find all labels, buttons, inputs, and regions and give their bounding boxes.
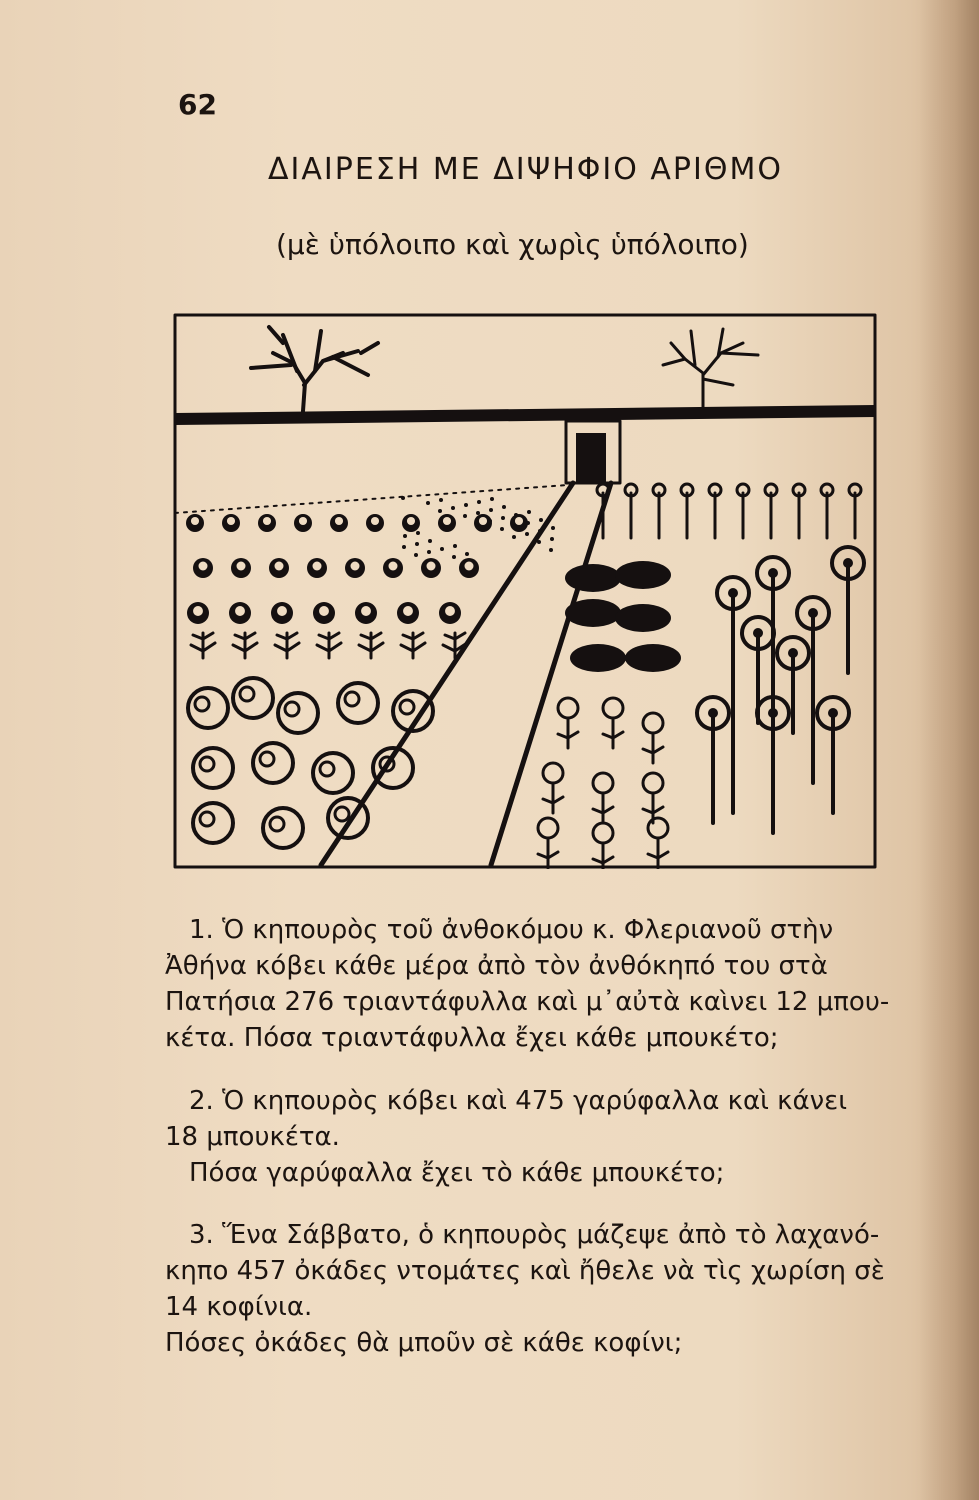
soil-dot [428,539,432,543]
soil-dot [426,501,430,505]
bush-highlight [479,517,487,525]
soil-dot [439,498,443,502]
sunflower-center [808,608,818,618]
problem-3-line: 14 κοφίνια. [165,1292,313,1322]
small-flower-head [643,773,663,793]
small-flower-stem [558,718,578,748]
page-title: ΔΙΑΙΡΕΣΗ ΜΕ ΔΙΨΗΦΙΟ ΑΡΙΘΜΟ [268,152,783,187]
soil-dot [464,503,468,507]
sunflower-center [728,588,738,598]
garden-illustration [173,313,877,869]
field-edge [175,485,568,513]
soil-dot [463,514,467,518]
sprout [233,633,257,658]
small-flower-stem [593,843,613,869]
shrub-detail [200,812,214,826]
page-number: 62 [178,88,217,121]
problem-3-line: κηπο 457 ὀκάδες ντομάτες καὶ ἤθελε νὰ τὶς χωρίση σὲ [165,1256,885,1286]
small-flower-head [593,823,613,843]
problem-2-line: 18 μπουκέτα. [165,1122,340,1152]
soil-dot [404,523,408,527]
flower-clump [615,604,671,632]
problem-3 [165,1217,905,1361]
flower-clump [570,644,626,672]
sprout [275,633,299,658]
soil-dot [401,496,405,500]
problem-1-line: κέτα. Πόσα τριαντάφυλλα ἔχει κάθε μπουκέτο; [165,1023,779,1053]
soil-dot [440,547,444,551]
garden-wall [175,405,875,425]
soil-dot [415,542,419,546]
sprout [317,633,341,658]
bush-highlight [515,517,523,525]
bush-highlight [199,562,208,571]
problem-1-line: Ἀθήνα κόβει κάθε μέρα ἀπὸ τὸν ἀνθόκηπό του στὰ [165,951,828,981]
sunflower-center [708,708,718,718]
soil-dot [452,555,456,559]
soil-dot [477,500,481,504]
gate-door [576,433,606,483]
flower-clump [565,599,621,627]
small-flower-head [603,698,623,718]
sprout [359,633,383,658]
soil-dot [403,534,407,538]
problem-1-line: Πατήσια 276 τριαντάφυλλα καὶ μ᾽αὐτὰ καὶνει 12 μπου- [165,987,890,1017]
bush-highlight [361,606,371,616]
small-flower-stem [538,838,558,868]
bush-highlight [351,562,360,571]
tree-left [251,327,378,411]
small-flower-stem [648,838,668,868]
small-flower-head [643,713,663,733]
bush-highlight [403,606,413,616]
path-edge-left [321,483,573,865]
shrub-detail [320,762,334,776]
problem-3-line: Πόσες ὀκάδες θὰ μποῦν σὲ κάθε κοφίνι; [165,1328,683,1358]
bush-highlight [319,606,329,616]
small-flower-head [648,818,668,838]
soil-dot [490,497,494,501]
sprout [191,633,215,658]
page-subtitle: (μὲ ὑπόλοιπο καὶ χωρὶς ὑπόλοιπο) [276,228,749,261]
soil-dot [550,537,554,541]
small-flower-stem [643,733,663,763]
bush-highlight [299,517,307,525]
bush-highlight [237,562,246,571]
shrub-detail [200,757,214,771]
soil-dot [402,545,406,549]
soil-dot [537,540,541,544]
soil-dot [502,505,506,509]
soil-dot [526,521,530,525]
soil-dot [538,529,542,533]
shrub-detail [335,807,349,821]
problem-1 [165,912,905,1056]
problem-2 [165,1083,905,1191]
shrub-detail [400,700,414,714]
small-flower-head [593,773,613,793]
shrub-detail [260,752,274,766]
small-flower-stem [593,793,613,823]
problem-2-line: 2. Ὁ κηπουρὸς κόβει καὶ 475 γαρύφαλλα καὶ κάνει [189,1086,847,1116]
soil-dot [427,550,431,554]
bush-highlight [335,517,343,525]
soil-dot [416,531,420,535]
soil-dot [500,527,504,531]
soil-dot [438,509,442,513]
bush-highlight [235,606,245,616]
soil-dot [488,519,492,523]
bush-highlight [371,517,379,525]
small-flower-head [558,698,578,718]
flower-clump [615,561,671,589]
flower-clump [625,644,681,672]
sunflower-center [768,708,778,718]
bush-highlight [443,517,451,525]
sunflower-center [788,648,798,658]
sunflower-center [753,628,763,638]
small-flower-head [538,818,558,838]
bush-highlight [191,517,199,525]
soil-dot [527,510,531,514]
bush-highlight [465,562,474,571]
soil-dot [539,518,543,522]
bush-highlight [313,562,322,571]
shrub-detail [285,702,299,716]
soil-dot [551,526,555,530]
small-flower-stem [603,718,623,748]
bush-highlight [277,606,287,616]
bush-highlight [275,562,284,571]
sunflower-center [843,558,853,568]
bush-highlight [389,562,398,571]
soil-dot [514,513,518,517]
illustration-frame [175,315,875,867]
problem-1-line: 1. Ὁ κηπουρὸς τοῦ ἀνθοκόμου κ. Φλεριανοῦ στὴν [189,915,834,945]
soil-dot [525,532,529,536]
bush-highlight [407,517,415,525]
problem-2-line: Πόσα γαρύφαλλα ἔχει τὸ κάθε μπουκέτο; [189,1158,725,1188]
bush-highlight [445,606,455,616]
soil-dot [414,553,418,557]
shrub-detail [195,697,209,711]
soil-dot [465,552,469,556]
shrub-detail [345,692,359,706]
sunflower-center [828,708,838,718]
spine-shadow [919,0,979,1500]
problem-3-line: 3. Ἕνα Σάββατο, ὁ κηπουρὸς μάζεψε ἀπὸ τὸ λαχανό- [189,1220,880,1250]
soil-dot [549,548,553,552]
soil-dot [512,535,516,539]
sunflower-center [768,568,778,578]
soil-dot [453,544,457,548]
small-flower-stem [543,783,563,813]
flower-clump [565,564,621,592]
bush-highlight [227,517,235,525]
shrub-detail [240,687,254,701]
shrub-detail [270,817,284,831]
soil-dot [475,522,479,526]
bush-highlight [427,562,436,571]
soil-dot [501,516,505,520]
soil-dot [476,511,480,515]
soil-dot [489,508,493,512]
sprout [443,633,467,658]
soil-dot [513,524,517,528]
bush-highlight [193,606,203,616]
small-flower-head [543,763,563,783]
bush-highlight [263,517,271,525]
tree-right [663,329,758,407]
sprout [401,633,425,658]
soil-dot [451,506,455,510]
